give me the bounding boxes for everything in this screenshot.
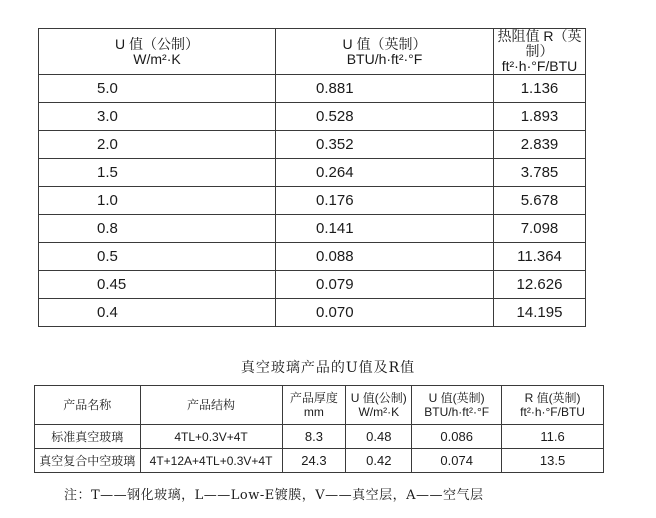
cell-r-imperial: 2.839 [494,131,586,159]
vacuum-glass-product-table [34,385,604,473]
header-unit: ft²·h·°F/BTU [520,405,585,419]
cell-u-imperial: 0.881 [276,75,494,103]
cell-r-imperial: 1.893 [494,103,586,131]
cell-u-metric: 1.0 [39,187,276,215]
cell-r-imperial: 3.785 [494,159,586,187]
table-body [35,425,604,473]
table-row [39,187,586,215]
table-row [39,75,586,103]
header-label: U 值(英制) [428,391,485,405]
header-product-name [35,386,141,425]
cell-r-imperial: 7.098 [494,215,586,243]
cell-r-imperial: 12.626 [494,271,586,299]
header-label: R 值(英制) [524,391,581,405]
cell-product-name: 真空复合中空玻璃 [35,449,141,473]
cell-u-imperial: 0.086 [412,425,502,449]
cell-u-imperial: 0.176 [276,187,494,215]
cell-u-metric: 2.0 [39,131,276,159]
header-unit: mm [303,405,324,419]
header-thickness [282,386,346,425]
cell-product-name: 标准真空玻璃 [35,425,141,449]
table-row [39,243,586,271]
header-r-imperial [502,386,604,425]
header-u-imperial [276,29,494,75]
table-row [35,425,604,449]
table-caption: 真空玻璃产品的U值及R值 [240,360,416,376]
header-unit: ft²·h·°F/BTU [501,58,578,74]
header-label: 产品名称 [63,398,112,412]
table-row [39,159,586,187]
cell-u-metric: 0.45 [39,271,276,299]
footnote: 注：T——钢化玻璃，L——Low-E镀膜，V——真空层，A——空气层 [64,488,484,503]
header-u-imperial [412,386,502,425]
cell-r-imperial: 11.6 [502,425,604,449]
header-u-metric [39,29,276,75]
header-unit: BTU/h·ft²·°F [424,405,490,419]
table-row [39,215,586,243]
cell-u-metric: 5.0 [39,75,276,103]
cell-u-imperial: 0.088 [276,243,494,271]
cell-u-imperial: 0.074 [412,449,502,473]
cell-r-imperial: 13.5 [502,449,604,473]
u-r-conversion-table [38,28,586,327]
table-header-row [39,29,586,75]
cell-r-imperial: 5.678 [494,187,586,215]
header-u-metric [346,386,412,425]
cell-u-imperial: 0.264 [276,159,494,187]
table-row [39,299,586,327]
header-r-imperial [494,29,586,75]
table-header-row [35,386,604,425]
header-product-structure [140,386,282,425]
cell-u-metric: 0.48 [346,425,412,449]
table-row [39,103,586,131]
table-row [39,271,586,299]
cell-u-imperial: 0.070 [276,299,494,327]
header-unit: W/m²·K [133,50,181,67]
cell-u-imperial: 0.079 [276,271,494,299]
table-row [39,131,586,159]
cell-u-metric: 0.5 [39,243,276,271]
cell-r-imperial: 11.364 [494,243,586,271]
cell-u-metric: 3.0 [39,103,276,131]
header-unit: BTU/h·ft²·°F [346,50,423,67]
cell-r-imperial: 1.136 [494,75,586,103]
cell-thickness: 8.3 [282,425,346,449]
table-body [39,75,586,327]
header-label: U 值（公制） [115,35,199,52]
cell-u-metric: 0.4 [39,299,276,327]
cell-u-metric: 0.8 [39,215,276,243]
header-unit: W/m²·K [358,405,400,419]
cell-thickness: 24.3 [282,449,346,473]
cell-u-metric: 0.42 [346,449,412,473]
cell-u-imperial: 0.528 [276,103,494,131]
header-label: 产品厚度 [289,391,338,405]
header-label: U 值(公制) [350,391,407,405]
cell-r-imperial: 14.195 [494,299,586,327]
cell-product-structure: 4T+12A+4TL+0.3V+4T [140,449,282,473]
table-row [35,449,604,473]
header-label: U 值（英制） [342,35,427,52]
cell-product-structure: 4TL+0.3V+4T [140,425,282,449]
cell-u-imperial: 0.352 [276,131,494,159]
cell-u-imperial: 0.141 [276,215,494,243]
header-label: 热阻值 R（英制） [497,28,582,59]
header-label: 产品结构 [187,398,236,412]
cell-u-metric: 1.5 [39,159,276,187]
